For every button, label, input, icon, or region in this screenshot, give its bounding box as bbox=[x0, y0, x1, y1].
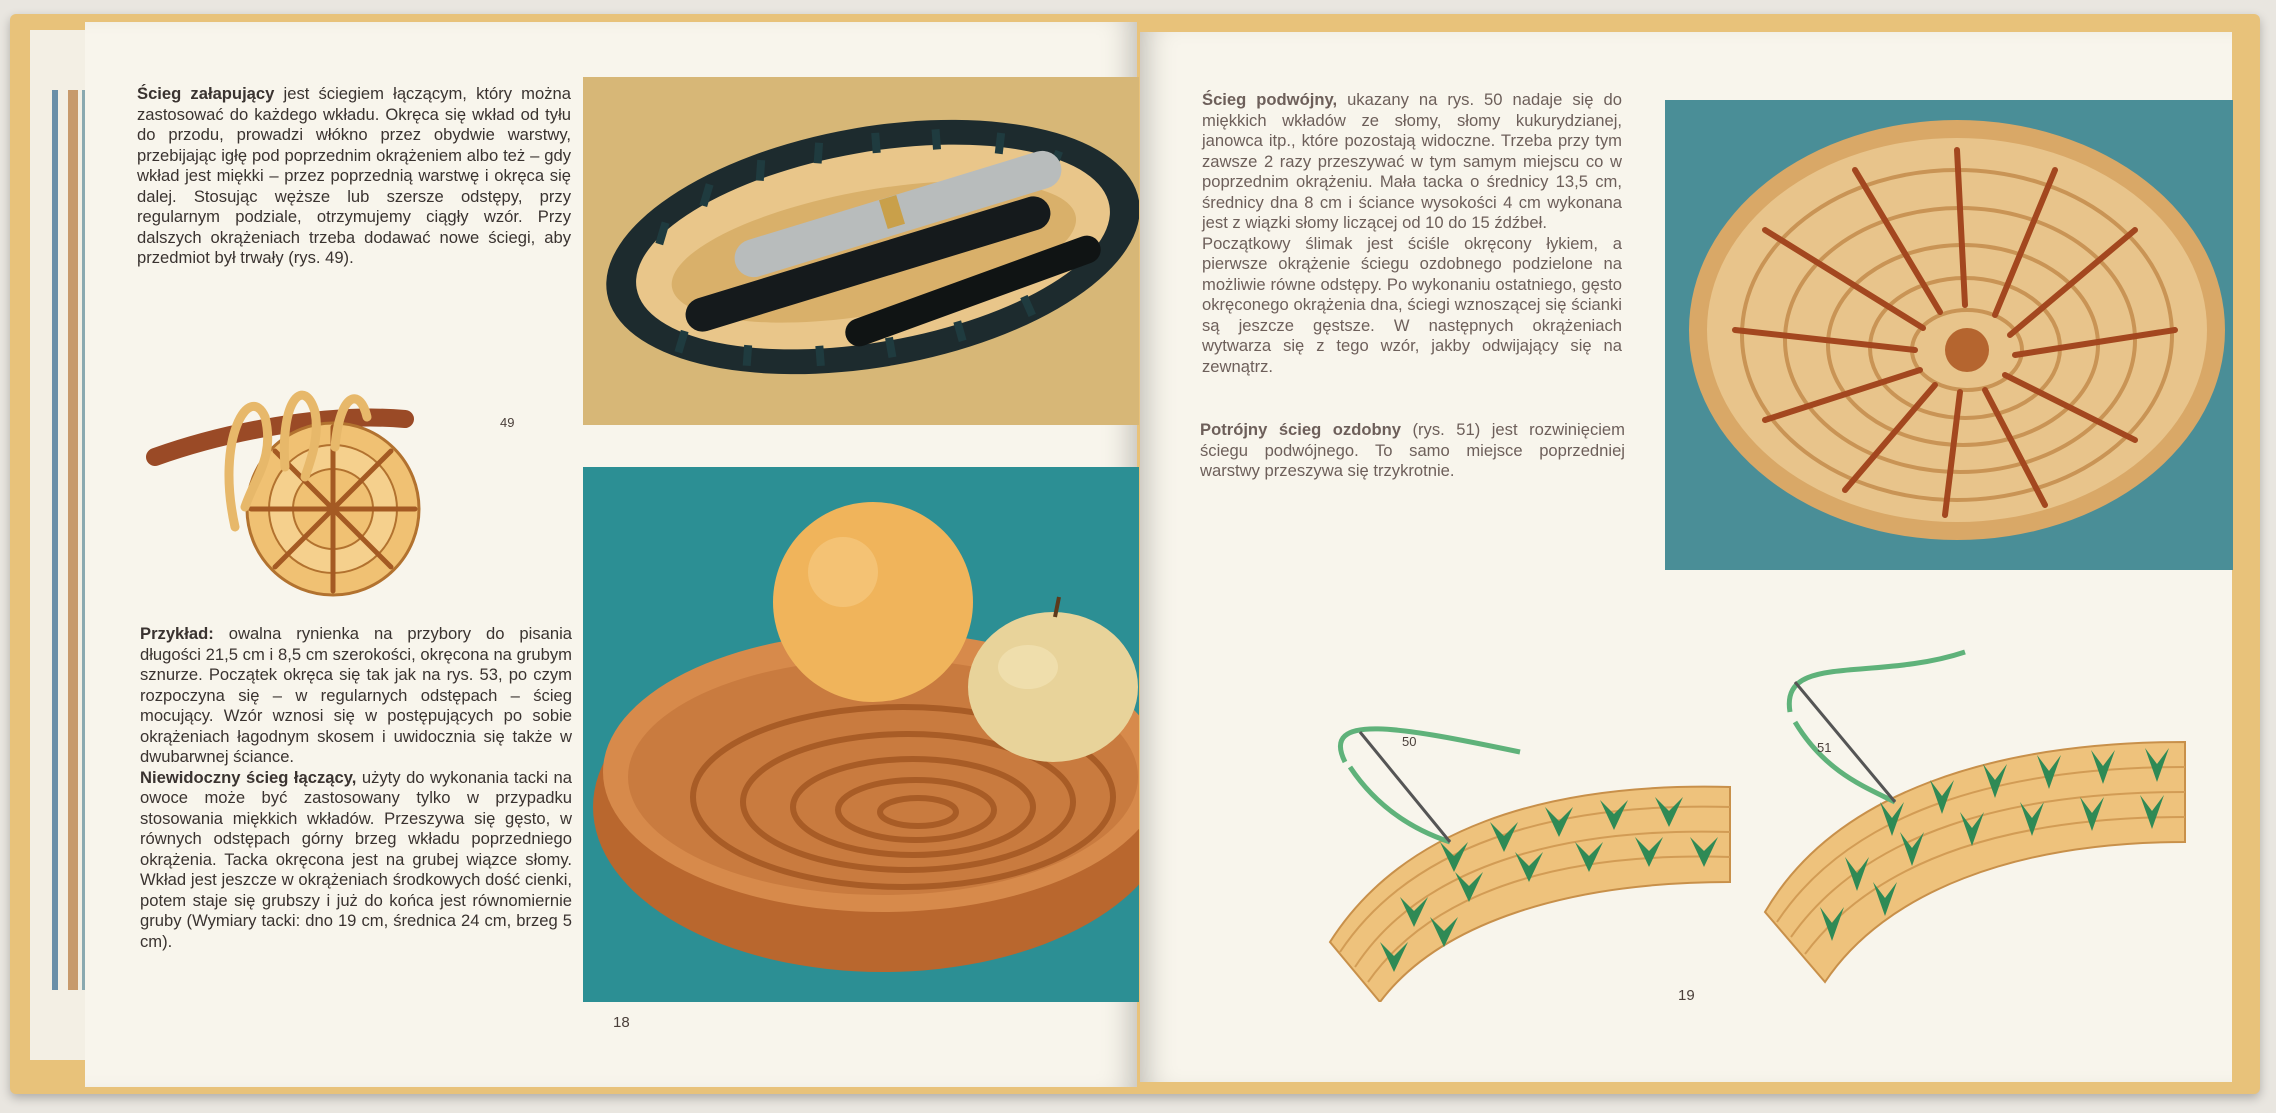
figure-49-number: 49 bbox=[500, 415, 515, 430]
photo-straw-bowl bbox=[1665, 100, 2233, 570]
figure-49 bbox=[145, 377, 525, 597]
right-page bbox=[1140, 32, 2232, 1082]
heading-stitch-catching: Ścieg załapujący bbox=[137, 84, 275, 103]
text-double-stitch: Ścieg podwójny, ukazany na rys. 50 nadaje się do miękkich wkładów ze słomy, słomy kukurydzianej, janowca itp., które pozostają widoczne. Trzeba przy tym zawsze 2 razy przeszywać w tym samym miejscu co w poprzednim okrążeniu. Mała tacka o średnicy 13,5 cm, średnicy dna 8 cm i ściance wysokości 4 cm wykonana jest z wiązki słomy liczącej od 10 do 15 źdźbeł. Początkowy ślimak jest ściśle okręcony łykiem, a pierwsze okrążenie ściegu ozdobnego podzielone na możliwie równe odstępy. Po wykonaniu ostatniego, gęsto okręconego okrążenia dna, ściegi wznoszącej się ścianki są jeszcze gęstsze. W następnych okrążeniach wytwarza się z tego wzór, jakby odwijający się na zewnątrz. bbox=[1202, 90, 1622, 376]
photo-pen-tray bbox=[583, 77, 1139, 425]
heading-example: Przykład: bbox=[140, 624, 214, 643]
photo-fruit-bowl bbox=[583, 467, 1139, 1002]
page-number-left: 18 bbox=[613, 1014, 630, 1031]
page-stack bbox=[30, 30, 90, 1060]
double-stitch-illustration bbox=[1320, 672, 1740, 1002]
page-number-right: 19 bbox=[1678, 987, 1695, 1004]
text-example: Przykład: owalna rynienka na przybory do pisania długości 21,5 cm i 8,5 cm szerokości, okręcona na grubym sznurze. Początek okręca się tak jak na rys. 53, po czym rozpoczyna się – w regularnych odstępach – ścieg mocujący. Wzór wznosi się w postępujących po sobie okrążeniach łagodnym skosem i uwidocznia się także w dwubarwnej ściance. Niewidoczny ścieg łączący, użyty do wykonania tacki na owoce może być zastosowany tylko w przypadku stosowania miękkich wkładów. Przeszywa się gęsto, w równych odstępach górny brzeg wkładu poprzedniego okrążenia. Tacka okręcona jest na grubej wiązce słomy. Wkład jest jeszcze w okrążeniach środkowych dość cienki, potem staje się grubszy i już do końca jest równomiernie gruby (Wymiary tacki: dno 19 cm, średnica 24 cm, brzeg 5 cm). bbox=[140, 624, 572, 951]
figure-51-number: 51 bbox=[1817, 740, 1832, 755]
text-stitch-catching: Ścieg załapujący jest ściegiem łączącym, który można zastosować do każdego wkładu. Okręca się wkład od tyłu do przodu, prowadzi włókno przez obydwie warstwy, przebijając igłę pod poprzednim okrążeniem albo też – gdy wkład jest miękki – przez poprzednią warstwę i okręca się dalej. Stosując węższe lub szersze odstępy, przy regularnym podziale, otrzymujemy ciągły wzór. Przy dalszych okrążeniach trzeba dodawać nowe ściegi, aby przedmiot był trwały (rys. 49). bbox=[137, 84, 571, 267]
heading-invisible-stitch: Niewidoczny ścieg łączący, bbox=[140, 767, 357, 787]
heading-double-stitch: Ścieg podwójny, bbox=[1202, 90, 1338, 109]
figure-50 bbox=[1320, 672, 1740, 1002]
left-page bbox=[85, 22, 1137, 1087]
coil-start-illustration bbox=[145, 377, 525, 597]
triple-stitch-illustration bbox=[1755, 612, 2195, 992]
figure-50-number: 50 bbox=[1402, 734, 1417, 749]
text-triple-stitch: Potrójny ścieg ozdobny (rys. 51) jest rozwinięciem ściegu podwójnego. To samo miejsce poprzedniej warstwy przeszywa się trzykrotnie. bbox=[1200, 420, 1625, 480]
figure-51 bbox=[1755, 612, 2195, 992]
heading-triple-stitch: Potrójny ścieg ozdobny bbox=[1200, 420, 1401, 439]
